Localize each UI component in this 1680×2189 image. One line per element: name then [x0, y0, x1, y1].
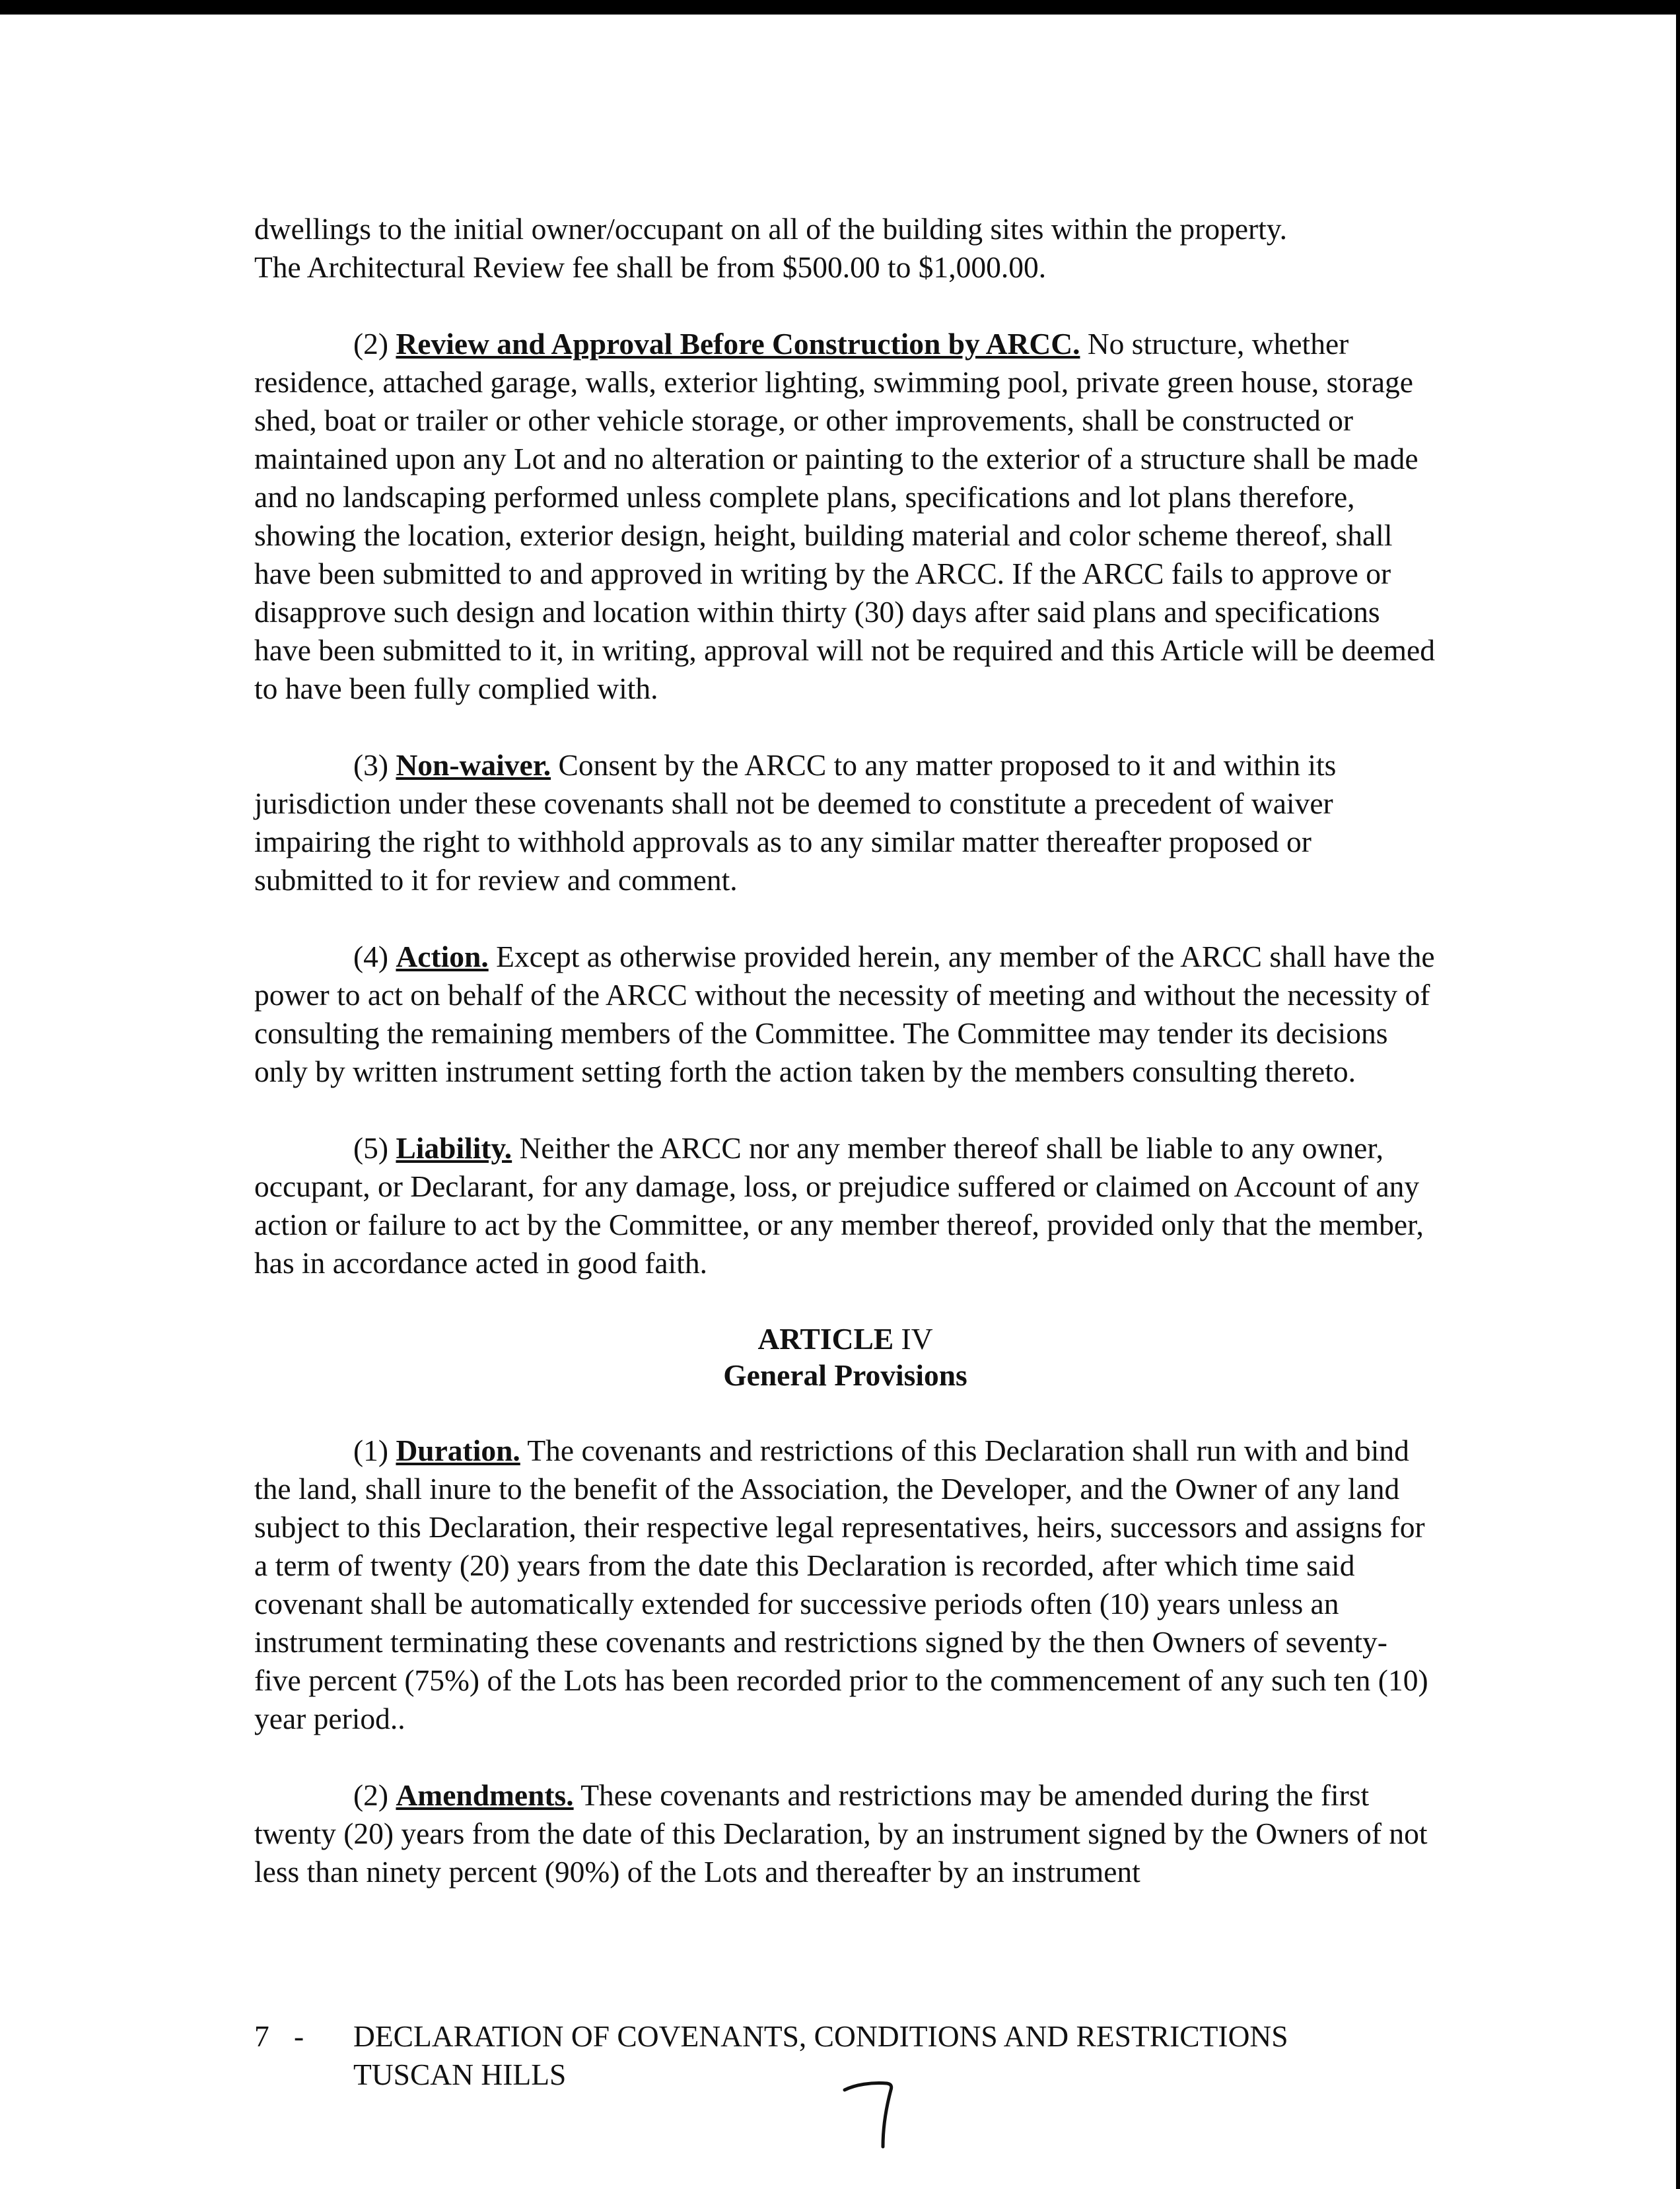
- intro-line-1: dwellings to the initial owner/occupant on all of the building sites within the property.: [254, 212, 1287, 246]
- article-subtitle: General Provisions: [723, 1358, 967, 1392]
- section-amendments: [254, 1776, 1436, 1891]
- section-duration: [254, 1432, 1436, 1738]
- footer-line-1: [254, 2017, 1509, 2056]
- scan-border-top: [0, 0, 1680, 15]
- section-number: (3): [353, 748, 389, 782]
- section-text: Except as otherwise provided herein, any member of the ARCC shall have the power to act on behalf of the ARCC without the necessity of meeting and without the necessity of consulting the remaining members of the Committee. The Committee may tender its decisions only by written instrument setting forth the action taken by the members consulting thereto.: [254, 940, 1435, 1088]
- footer-title-line-1: DECLARATION OF COVENANTS, CONDITIONS AND RESTRICTIONS: [353, 2019, 1288, 2053]
- intro-line-2: The Architectural Review fee shall be from $500.00 to $1,000.00.: [254, 250, 1047, 284]
- section-heading: Liability.: [396, 1131, 512, 1165]
- section-number: (1): [353, 1434, 389, 1467]
- handwritten-page-number: [842, 2070, 908, 2149]
- section-heading: Duration.: [396, 1434, 520, 1467]
- footer-page-number: 7: [254, 2019, 269, 2053]
- section-number: (4): [353, 940, 389, 973]
- section-text: These covenants and restrictions may be amended during the first twenty (20) years from the date of this Declaration, by an instrument signed by the Owners of not less than ninety percent (90%) of the Lots and thereafter by an instrument: [254, 1778, 1428, 1889]
- section-text: Neither the ARCC nor any member thereof shall be liable to any owner, occupant, or Declarant, for any damage, loss, or prejudice suffered or claimed on Account of any action or failure to act by the Committee, or any member thereof, provided only that the member, has in accordance acted in good faith.: [254, 1131, 1424, 1280]
- section-heading: Amendments.: [396, 1778, 574, 1812]
- section-non-waiver: [254, 746, 1436, 899]
- intro-paragraph: [254, 210, 1436, 287]
- article-label: ARTICLE: [757, 1322, 894, 1356]
- article-title: [254, 1321, 1436, 1357]
- section-heading: Action.: [396, 940, 489, 973]
- section-number: (2): [353, 327, 389, 361]
- section-text: The covenants and restrictions of this Declaration shall run with and bind the land, shall inure to the benefit of the Association, the Developer, and the Owner of any land subject to this Declaration, their respective legal representatives, heirs, successors and assigns for a term of twenty (20) years from the date this Declaration is recorded, after which time said covenant shall be automatically extended for successive periods often (10) years unless an instrument terminating these covenants and restrictions signed by the then Owners of seventy- five percent (75%) of the Lots has been recorded prior to the commencement of any such ten (10) year period..: [254, 1434, 1428, 1735]
- article-number: IV: [901, 1322, 933, 1356]
- footer-separator: -: [294, 2019, 304, 2053]
- article-heading: [254, 1321, 1436, 1393]
- scan-border-right: [1676, 0, 1680, 2189]
- section-heading: Non-waiver.: [396, 748, 551, 782]
- section-heading: Review and Approval Before Construction by ARCC.: [396, 327, 1080, 361]
- document-page: [254, 210, 1436, 1929]
- section-number: (2): [353, 1778, 389, 1812]
- section-action: [254, 938, 1436, 1091]
- section-number: (5): [353, 1131, 389, 1165]
- section-review-approval: [254, 325, 1436, 708]
- section-text: Consent by the ARCC to any matter proposed to it and within its jurisdiction under these covenants shall not be deemed to constitute a precedent of waiver impairing the right to withhold approvals as to any similar matter thereafter proposed or submitted to it for review and comment.: [254, 748, 1337, 897]
- section-text: No structure, whether residence, attached garage, walls, exterior lighting, swimming pool, private green house, storage shed, boat or trailer or other vehicle storage, or other improvements, shall be constructed or maintained upon any Lot and no alteration or painting to the exterior of a structure shall be made and no landscaping performed unless complete plans, specifications and lot plans therefore, showing the location, exterior design, height, building material and color scheme thereof, shall have been submitted to and approved in writing by the ARCC. If the ARCC fails to approve or disapprove such design and location within thirty (30) days after said plans and specifications have been submitted to it, in writing, approval will not be required and this Article will be deemed to have been fully complied with.: [254, 327, 1435, 705]
- section-liability: [254, 1129, 1436, 1282]
- footer-title-line-2: TUSCAN HILLS: [353, 2058, 567, 2091]
